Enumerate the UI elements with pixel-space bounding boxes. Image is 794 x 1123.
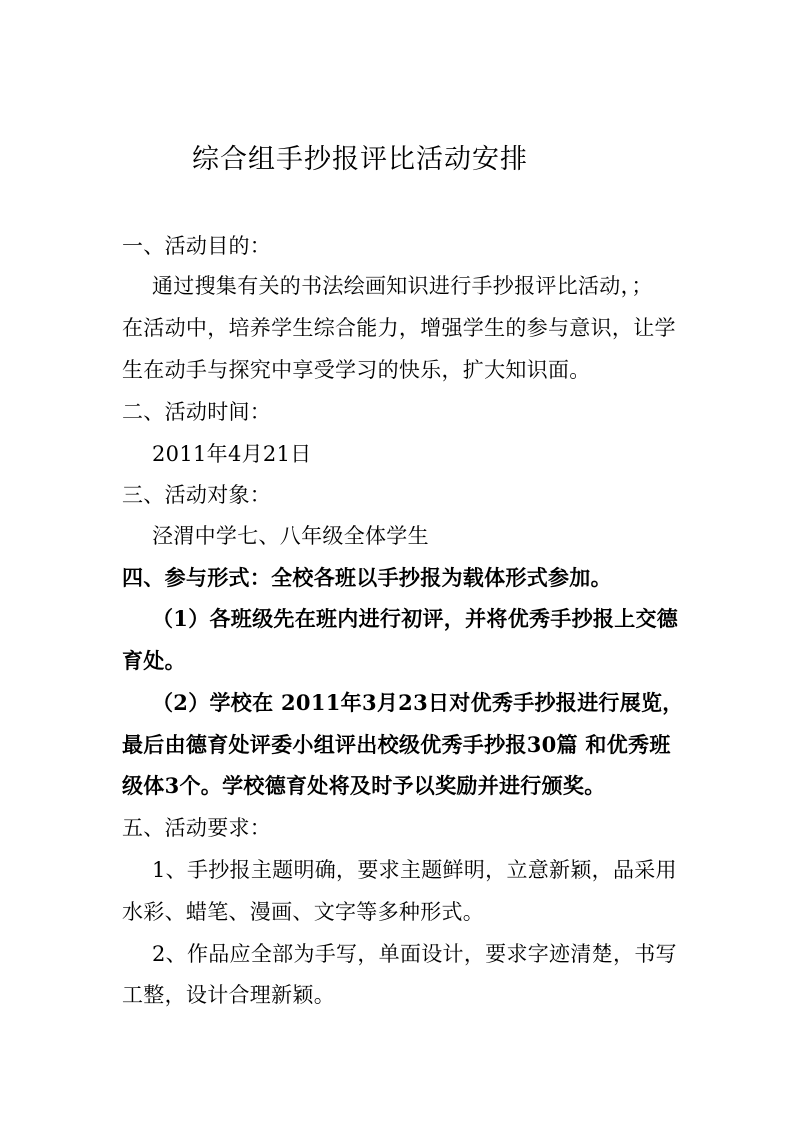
section-1-paragraph-line-2: 在活动中，培养学生综合能力，增强学生的参与意识，让学 [122, 316, 676, 340]
section-1-heading: 一、活动目的： [122, 234, 272, 258]
section-5-item-1-line-1: 1、手抄报主题明确，要求主题鲜明，立意新颖，品采用 [152, 858, 677, 882]
section-2-text: 2011年4月21日 [152, 442, 312, 466]
section-4-heading: 四、参与形式：全校各班以手抄报为载体形式参加。 [122, 565, 612, 590]
section-1-paragraph-line-1: 通过搜集有关的书法绘画知识进行手抄报评比活动，； [152, 274, 653, 298]
section-5-item-2-line-2: 工整，设计合理新颖。 [122, 983, 335, 1007]
section-3-text: 泾渭中学七、八年级全体学生 [152, 524, 429, 548]
section-4-item-1-line-2: 育处。 [122, 648, 186, 673]
section-1-paragraph-line-3: 生在动手与探究中享受学习的快乐，扩大知识面。 [122, 358, 591, 382]
section-4-item-1-line-1: （1）各班级先在班内进行初评，并将优秀手抄报上交德 [152, 606, 679, 631]
section-4-item-2-line-1: （2）学校在 2011年3月23日对优秀手抄报进行展览， [152, 690, 684, 715]
section-5-item-2-line-1: 2、作品应全部为手写，单面设计，要求字迹清楚，书写 [152, 942, 677, 966]
section-5-heading: 五、活动要求： [122, 816, 272, 840]
page-title: 综合组手抄报评比活动安排 [192, 144, 528, 175]
section-4-item-2-line-3: 级体3个。学校德育处将及时予以奖励并进行颁奖。 [122, 773, 606, 798]
section-4-item-2-line-2: 最后由德育处评委小组评出校级优秀手抄报30篇 和优秀班 [122, 732, 671, 757]
section-5-item-1-line-2: 水彩、蜡笔、漫画、文字等多种形式。 [122, 900, 485, 924]
section-3-heading: 三、活动对象： [122, 483, 272, 507]
section-2-heading: 二、活动时间： [122, 400, 272, 424]
